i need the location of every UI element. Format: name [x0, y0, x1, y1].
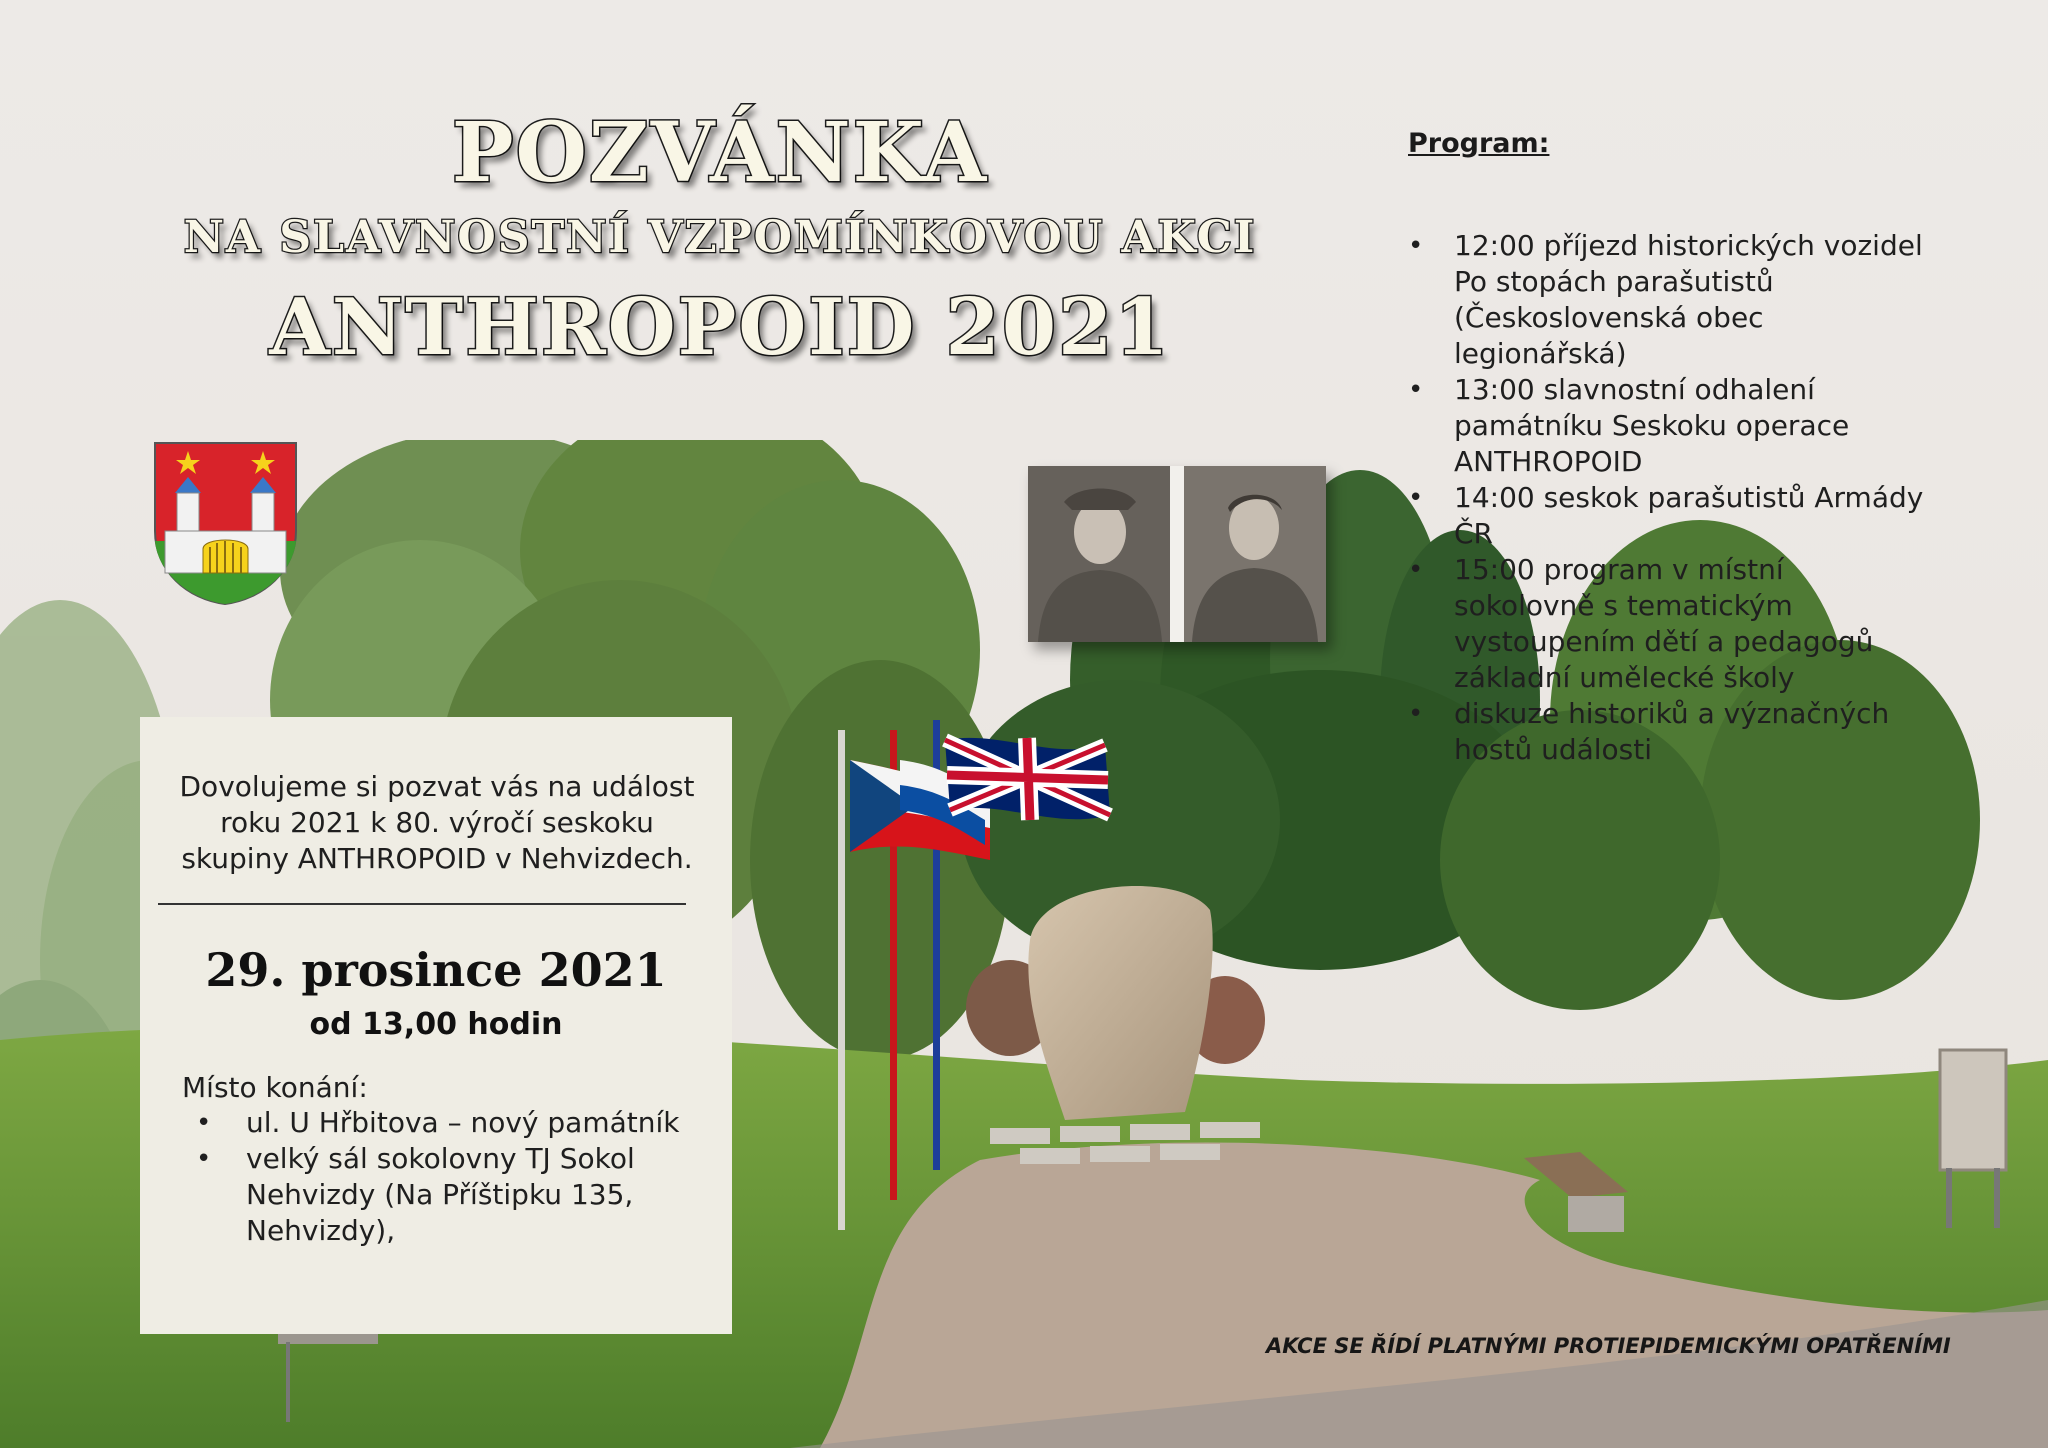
program-item: • 13:00 slavnostní odhalení památníku Seskoku operace ANTHROPOID — [1408, 372, 1928, 480]
program-item: • 14:00 seskok parašutistů Armády ČR — [1408, 480, 1928, 552]
event-time: od 13,00 hodin — [309, 1007, 563, 1042]
memorial-stone — [1028, 886, 1212, 1120]
venue-item: • ul. U Hřbitova – nový památník — [184, 1105, 694, 1141]
title-pozvanka: POZVÁNKA — [451, 105, 989, 201]
venue-label: Místo konání: — [182, 1071, 368, 1104]
title-event-name: ANTHROPOID 2021 — [269, 282, 1171, 373]
paratrooper-photos — [1028, 466, 1326, 642]
venue-item: • velký sál sokolovny TJ Sokol Nehvizdy (Na Příštipku 135, Nehvizdy), — [184, 1141, 694, 1249]
paratrooper-photo-left — [1028, 466, 1170, 642]
event-info-box — [140, 717, 732, 1334]
uk-flag — [945, 738, 1110, 820]
program-item: • 15:00 program v místní sokolovně s tematickým vystoupením dětí a pedagogů základní umělecké školy — [1408, 552, 1928, 696]
venue-list — [184, 1105, 694, 1249]
program-heading: Program: — [1408, 128, 1550, 159]
event-date: 29. prosince 2021 — [205, 943, 667, 997]
program-item: • diskuze historiků a význačných hostů události — [1408, 696, 1928, 768]
flagpole-white — [838, 730, 845, 1230]
program-item: • 12:00 příjezd historických vozidel Po stopách parašutistů (Československá obec legionářská) — [1408, 228, 1928, 372]
divider-line — [158, 903, 686, 905]
invitation-text: Dovolujeme si pozvat vás na událost roku 2021 k 80. výročí seskoku skupiny ANTHROPOID v Nehvizdech. — [179, 770, 695, 875]
nehvizdy-coat-of-arms — [153, 441, 298, 606]
title-subtitle: NA SLAVNOSTNÍ VZPOMÍNKOVOU AKCI — [183, 212, 1257, 263]
paratrooper-photo-right — [1184, 466, 1326, 642]
program-list — [1408, 228, 1928, 768]
covid-measures-note: AKCE SE ŘÍDÍ PLATNÝMI PROTIEPIDEMICKÝMI OPATŘENÍMI — [1266, 1334, 1951, 1358]
